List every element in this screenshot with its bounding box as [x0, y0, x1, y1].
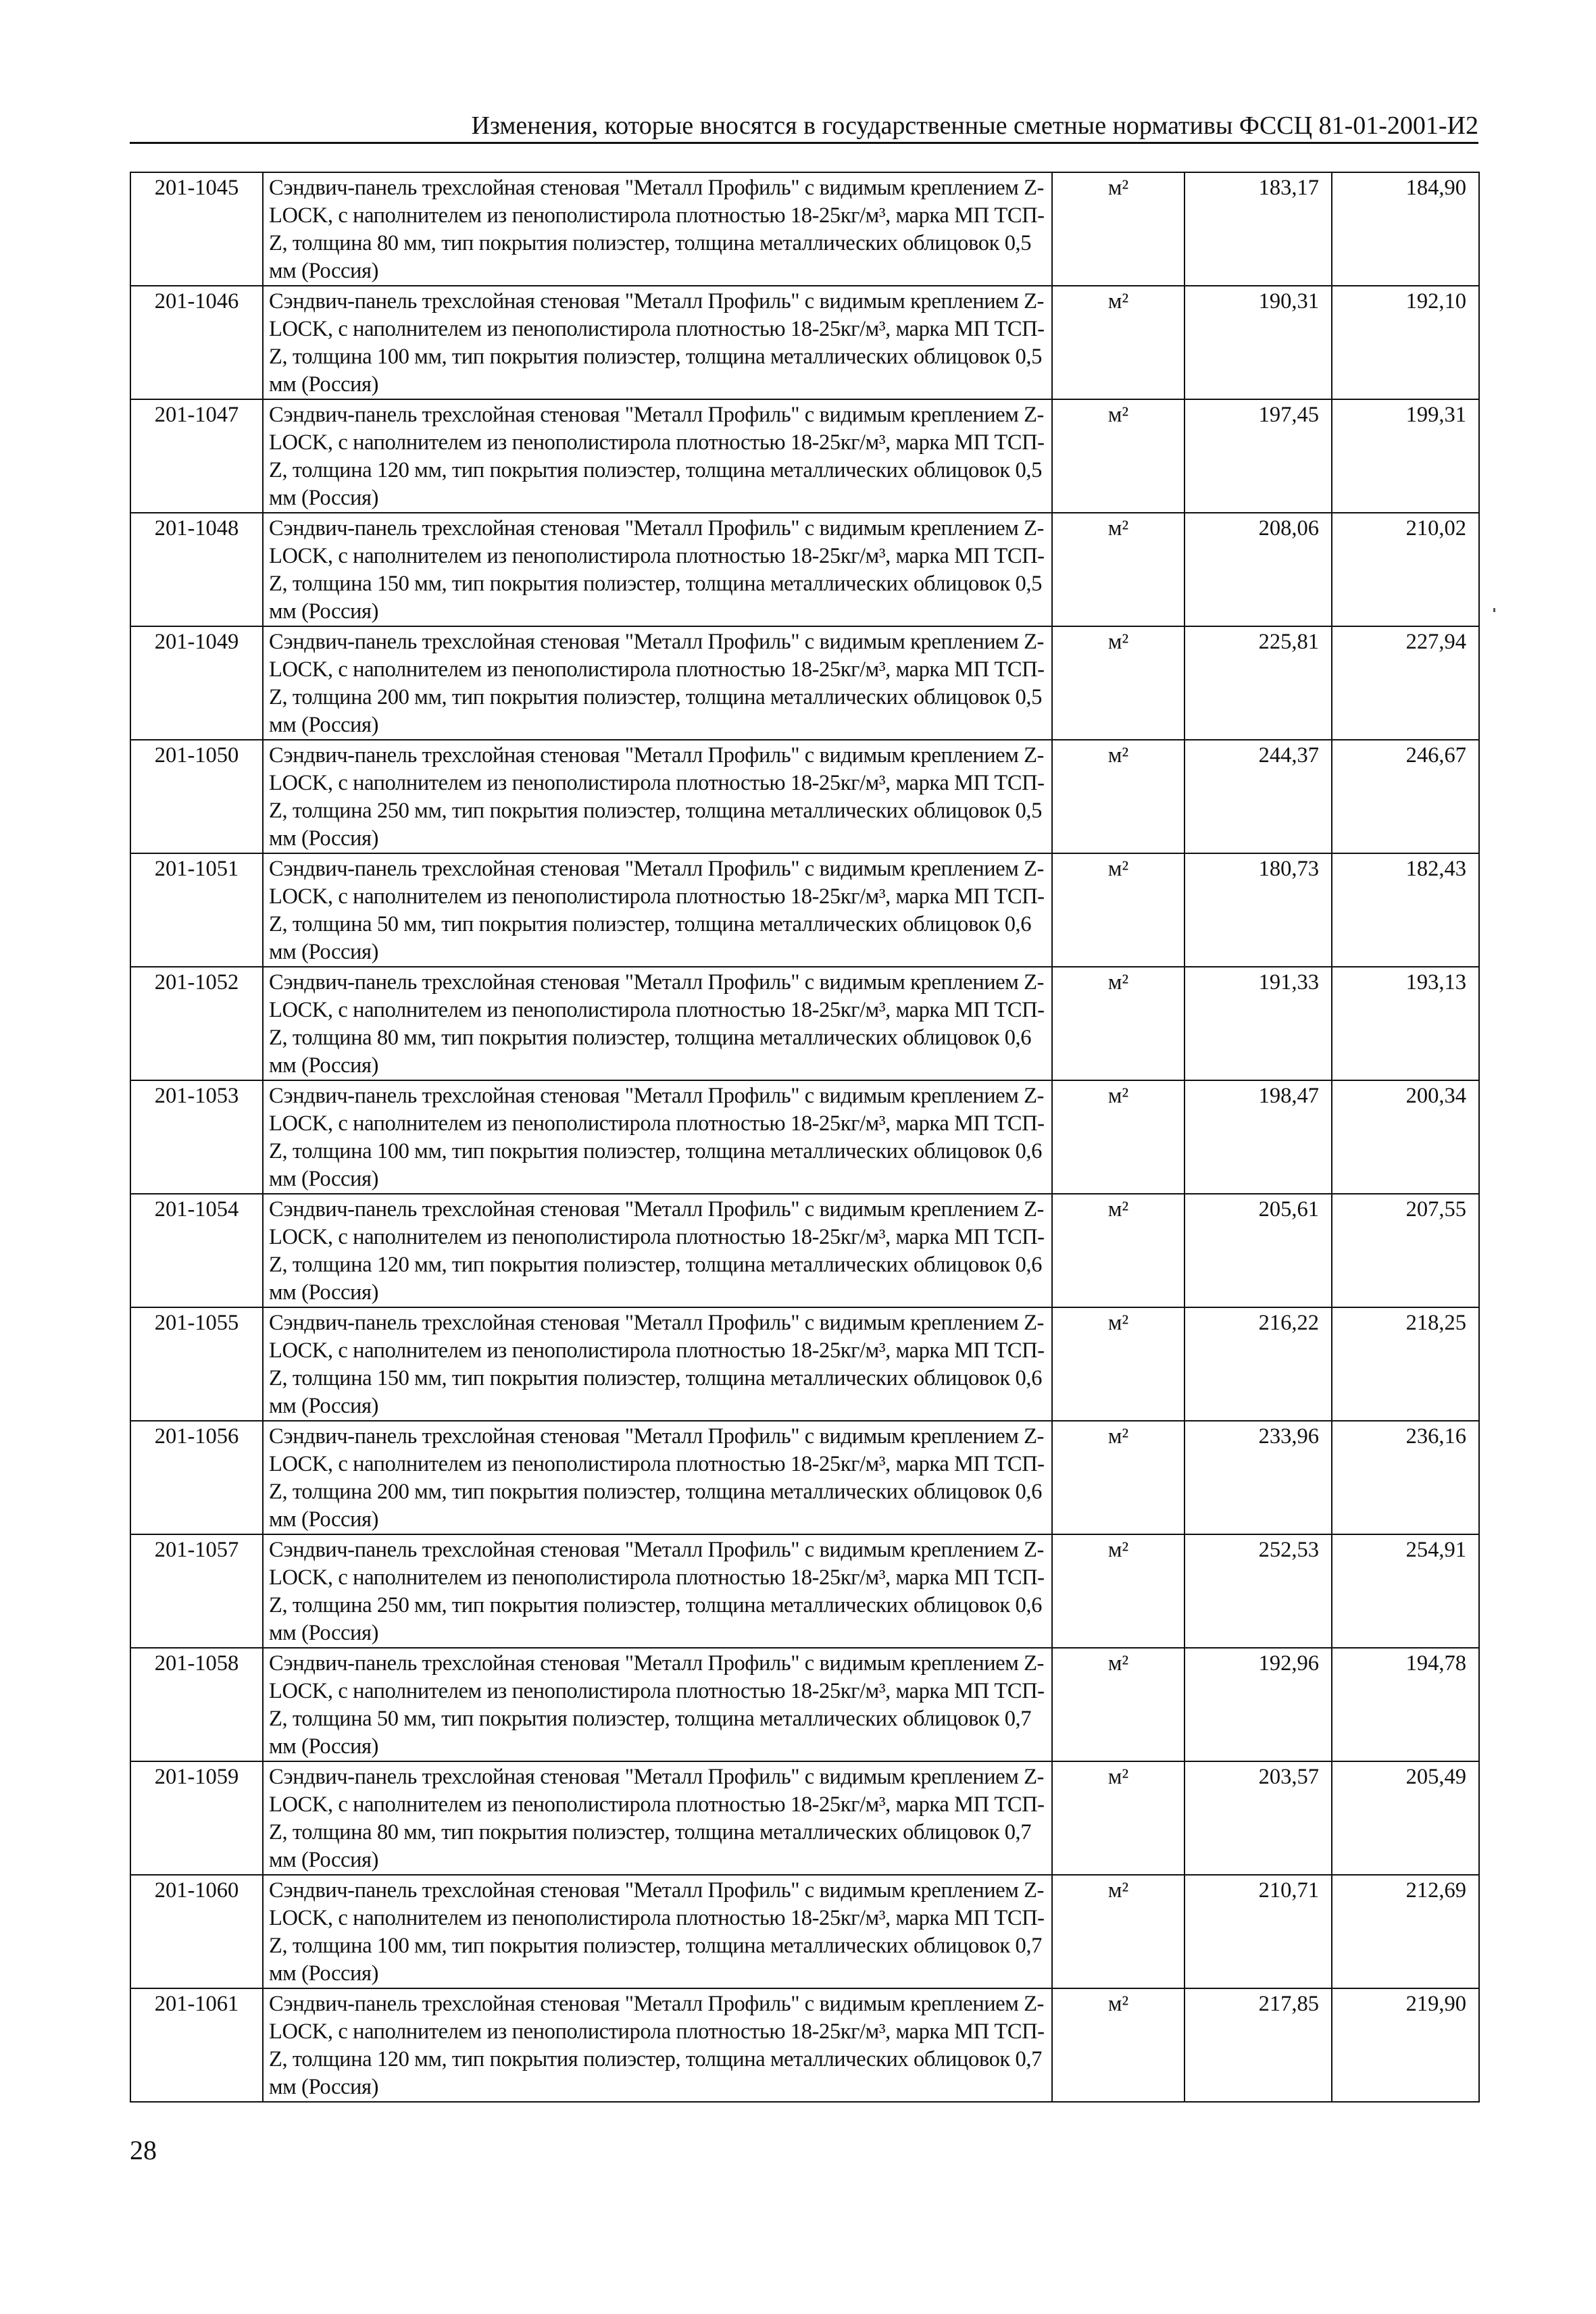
table-row [130, 399, 1479, 513]
price-value-1: 191,33 [1184, 967, 1332, 1080]
table-row [130, 740, 1479, 853]
table-row [130, 1875, 1479, 1988]
item-description: Сэндвич-панель трехслойная стеновая "Металл Профиль" с видимым креплением Z-LOCK, с наполнителем из пенополистирола плотностью 18-25кг/м³, марка МП ТСП-Z, толщина 50 мм, тип покрытия полиэстер, толщина металлических облицовок 0,7 мм (Россия) [263, 1648, 1052, 1761]
price-value-2: 227,94 [1332, 626, 1479, 740]
table-row [130, 1307, 1479, 1421]
price-value-2: 218,25 [1332, 1307, 1479, 1421]
item-code: 201-1054 [130, 1194, 263, 1307]
table-row [130, 1761, 1479, 1875]
price-value-1: 244,37 [1184, 740, 1332, 853]
price-value-1: 216,22 [1184, 1307, 1332, 1421]
price-value-2: 184,90 [1332, 172, 1479, 286]
price-value-2: 210,02 [1332, 513, 1479, 626]
item-description: Сэндвич-панель трехслойная стеновая "Металл Профиль" с видимым креплением Z-LOCK, с наполнителем из пенополистирола плотностью 18-25кг/м³, марка МП ТСП-Z, толщина 200 мм, тип покрытия полиэстер, толщина металлических облицовок 0,6 мм (Россия) [263, 1421, 1052, 1534]
table-row [130, 1534, 1479, 1648]
price-value-1: 203,57 [1184, 1761, 1332, 1875]
unit-of-measure: м² [1052, 626, 1184, 740]
item-code: 201-1049 [130, 626, 263, 740]
price-value-2: 205,49 [1332, 1761, 1479, 1875]
item-code: 201-1046 [130, 286, 263, 399]
table-row [130, 853, 1479, 967]
item-code: 201-1058 [130, 1648, 263, 1761]
item-code: 201-1060 [130, 1875, 263, 1988]
item-code: 201-1059 [130, 1761, 263, 1875]
item-code: 201-1053 [130, 1080, 263, 1194]
unit-of-measure: м² [1052, 399, 1184, 513]
item-code: 201-1055 [130, 1307, 263, 1421]
table-row [130, 1421, 1479, 1534]
table-row [130, 967, 1479, 1080]
item-description: Сэндвич-панель трехслойная стеновая "Металл Профиль" с видимым креплением Z-LOCK, с наполнителем из пенополистирола плотностью 18-25кг/м³, марка МП ТСП-Z, толщина 200 мм, тип покрытия полиэстер, толщина металлических облицовок 0,5 мм (Россия) [263, 626, 1052, 740]
table-row [130, 172, 1479, 286]
item-description: Сэндвич-панель трехслойная стеновая "Металл Профиль" с видимым креплением Z-LOCK, с наполнителем из пенополистирола плотностью 18-25кг/м³, марка МП ТСП-Z, толщина 80 мм, тип покрытия полиэстер, толщина металлических облицовок 0,5 мм (Россия) [263, 172, 1052, 286]
item-description: Сэндвич-панель трехслойная стеновая "Металл Профиль" с видимым креплением Z-LOCK, с наполнителем из пенополистирола плотностью 18-25кг/м³, марка МП ТСП-Z, толщина 80 мм, тип покрытия полиэстер, толщина металлических облицовок 0,6 мм (Россия) [263, 967, 1052, 1080]
price-value-2: 254,91 [1332, 1534, 1479, 1648]
item-description: Сэндвич-панель трехслойная стеновая "Металл Профиль" с видимым креплением Z-LOCK, с наполнителем из пенополистирола плотностью 18-25кг/м³, марка МП ТСП-Z, толщина 150 мм, тип покрытия полиэстер, толщина металлических облицовок 0,6 мм (Россия) [263, 1307, 1052, 1421]
item-code: 201-1056 [130, 1421, 263, 1534]
item-description: Сэндвич-панель трехслойная стеновая "Металл Профиль" с видимым креплением Z-LOCK, с наполнителем из пенополистирола плотностью 18-25кг/м³, марка МП ТСП-Z, толщина 100 мм, тип покрытия полиэстер, толщина металлических облицовок 0,5 мм (Россия) [263, 286, 1052, 399]
unit-of-measure: м² [1052, 1307, 1184, 1421]
price-value-1: 192,96 [1184, 1648, 1332, 1761]
price-value-2: 193,13 [1332, 967, 1479, 1080]
price-value-1: 210,71 [1184, 1875, 1332, 1988]
unit-of-measure: м² [1052, 172, 1184, 286]
price-value-1: 197,45 [1184, 399, 1332, 513]
item-code: 201-1061 [130, 1988, 263, 2102]
price-table [130, 172, 1480, 2103]
price-value-1: 252,53 [1184, 1534, 1332, 1648]
unit-of-measure: м² [1052, 967, 1184, 1080]
price-value-1: 205,61 [1184, 1194, 1332, 1307]
item-description: Сэндвич-панель трехслойная стеновая "Металл Профиль" с видимым креплением Z-LOCK, с наполнителем из пенополистирола плотностью 18-25кг/м³, марка МП ТСП-Z, толщина 50 мм, тип покрытия полиэстер, толщина металлических облицовок 0,6 мм (Россия) [263, 853, 1052, 967]
price-value-1: 233,96 [1184, 1421, 1332, 1534]
price-value-1: 183,17 [1184, 172, 1332, 286]
unit-of-measure: м² [1052, 1421, 1184, 1534]
table-row [130, 1194, 1479, 1307]
price-value-2: 199,31 [1332, 399, 1479, 513]
price-value-2: 194,78 [1332, 1648, 1479, 1761]
item-description: Сэндвич-панель трехслойная стеновая "Металл Профиль" с видимым креплением Z-LOCK, с наполнителем из пенополистирола плотностью 18-25кг/м³, марка МП ТСП-Z, толщина 120 мм, тип покрытия полиэстер, толщина металлических облицовок 0,5 мм (Россия) [263, 399, 1052, 513]
price-value-1: 225,81 [1184, 626, 1332, 740]
item-code: 201-1045 [130, 172, 263, 286]
item-description: Сэндвич-панель трехслойная стеновая "Металл Профиль" с видимым креплением Z-LOCK, с наполнителем из пенополистирола плотностью 18-25кг/м³, марка МП ТСП-Z, толщина 100 мм, тип покрытия полиэстер, толщина металлических облицовок 0,7 мм (Россия) [263, 1875, 1052, 1988]
item-code: 201-1052 [130, 967, 263, 1080]
unit-of-measure: м² [1052, 1988, 1184, 2102]
unit-of-measure: м² [1052, 1875, 1184, 1988]
item-code: 201-1047 [130, 399, 263, 513]
unit-of-measure: м² [1052, 1534, 1184, 1648]
unit-of-measure: м² [1052, 1761, 1184, 1875]
price-value-1: 198,47 [1184, 1080, 1332, 1194]
item-code: 201-1057 [130, 1534, 263, 1648]
item-description: Сэндвич-панель трехслойная стеновая "Металл Профиль" с видимым креплением Z-LOCK, с наполнителем из пенополистирола плотностью 18-25кг/м³, марка МП ТСП-Z, толщина 250 мм, тип покрытия полиэстер, толщина металлических облицовок 0,5 мм (Россия) [263, 740, 1052, 853]
table-row [130, 1988, 1479, 2102]
price-table-body [130, 172, 1479, 2102]
unit-of-measure: м² [1052, 853, 1184, 967]
item-description: Сэндвич-панель трехслойная стеновая "Металл Профиль" с видимым креплением Z-LOCK, с наполнителем из пенополистирола плотностью 18-25кг/м³, марка МП ТСП-Z, толщина 120 мм, тип покрытия полиэстер, толщина металлических облицовок 0,7 мм (Россия) [263, 1988, 1052, 2102]
price-value-2: 182,43 [1332, 853, 1479, 967]
item-description: Сэндвич-панель трехслойная стеновая "Металл Профиль" с видимым креплением Z-LOCK, с наполнителем из пенополистирола плотностью 18-25кг/м³, марка МП ТСП-Z, толщина 120 мм, тип покрытия полиэстер, толщина металлических облицовок 0,6 мм (Россия) [263, 1194, 1052, 1307]
price-value-2: 236,16 [1332, 1421, 1479, 1534]
item-description: Сэндвич-панель трехслойная стеновая "Металл Профиль" с видимым креплением Z-LOCK, с наполнителем из пенополистирола плотностью 18-25кг/м³, марка МП ТСП-Z, толщина 80 мм, тип покрытия полиэстер, толщина металлических облицовок 0,7 мм (Россия) [263, 1761, 1052, 1875]
table-row [130, 286, 1479, 399]
price-value-2: 200,34 [1332, 1080, 1479, 1194]
table-row [130, 1080, 1479, 1194]
item-code: 201-1050 [130, 740, 263, 853]
price-value-2: 219,90 [1332, 1988, 1479, 2102]
item-description: Сэндвич-панель трехслойная стеновая "Металл Профиль" с видимым креплением Z-LOCK, с наполнителем из пенополистирола плотностью 18-25кг/м³, марка МП ТСП-Z, толщина 150 мм, тип покрытия полиэстер, толщина металлических облицовок 0,5 мм (Россия) [263, 513, 1052, 626]
item-description: Сэндвич-панель трехслойная стеновая "Металл Профиль" с видимым креплением Z-LOCK, с наполнителем из пенополистирола плотностью 18-25кг/м³, марка МП ТСП-Z, толщина 250 мм, тип покрытия полиэстер, толщина металлических облицовок 0,6 мм (Россия) [263, 1534, 1052, 1648]
price-value-2: 246,67 [1332, 740, 1479, 853]
item-code: 201-1048 [130, 513, 263, 626]
unit-of-measure: м² [1052, 286, 1184, 399]
unit-of-measure: м² [1052, 513, 1184, 626]
item-code: 201-1051 [130, 853, 263, 967]
price-value-2: 212,69 [1332, 1875, 1479, 1988]
price-value-1: 180,73 [1184, 853, 1332, 967]
unit-of-measure: м² [1052, 1648, 1184, 1761]
table-row [130, 1648, 1479, 1761]
price-value-1: 190,31 [1184, 286, 1332, 399]
unit-of-measure: м² [1052, 1080, 1184, 1194]
running-header: Изменения, которые вносятся в государственные сметные нормативы ФССЦ 81-01-2001-И2 [130, 111, 1478, 144]
price-value-2: 192,10 [1332, 286, 1479, 399]
page-number: 28 [130, 2135, 157, 2165]
price-value-1: 208,06 [1184, 513, 1332, 626]
table-row [130, 513, 1479, 626]
unit-of-measure: м² [1052, 1194, 1184, 1307]
scan-speck [1493, 608, 1495, 612]
unit-of-measure: м² [1052, 740, 1184, 853]
price-value-2: 207,55 [1332, 1194, 1479, 1307]
item-description: Сэндвич-панель трехслойная стеновая "Металл Профиль" с видимым креплением Z-LOCK, с наполнителем из пенополистирола плотностью 18-25кг/м³, марка МП ТСП-Z, толщина 100 мм, тип покрытия полиэстер, толщина металлических облицовок 0,6 мм (Россия) [263, 1080, 1052, 1194]
price-value-1: 217,85 [1184, 1988, 1332, 2102]
table-row [130, 626, 1479, 740]
